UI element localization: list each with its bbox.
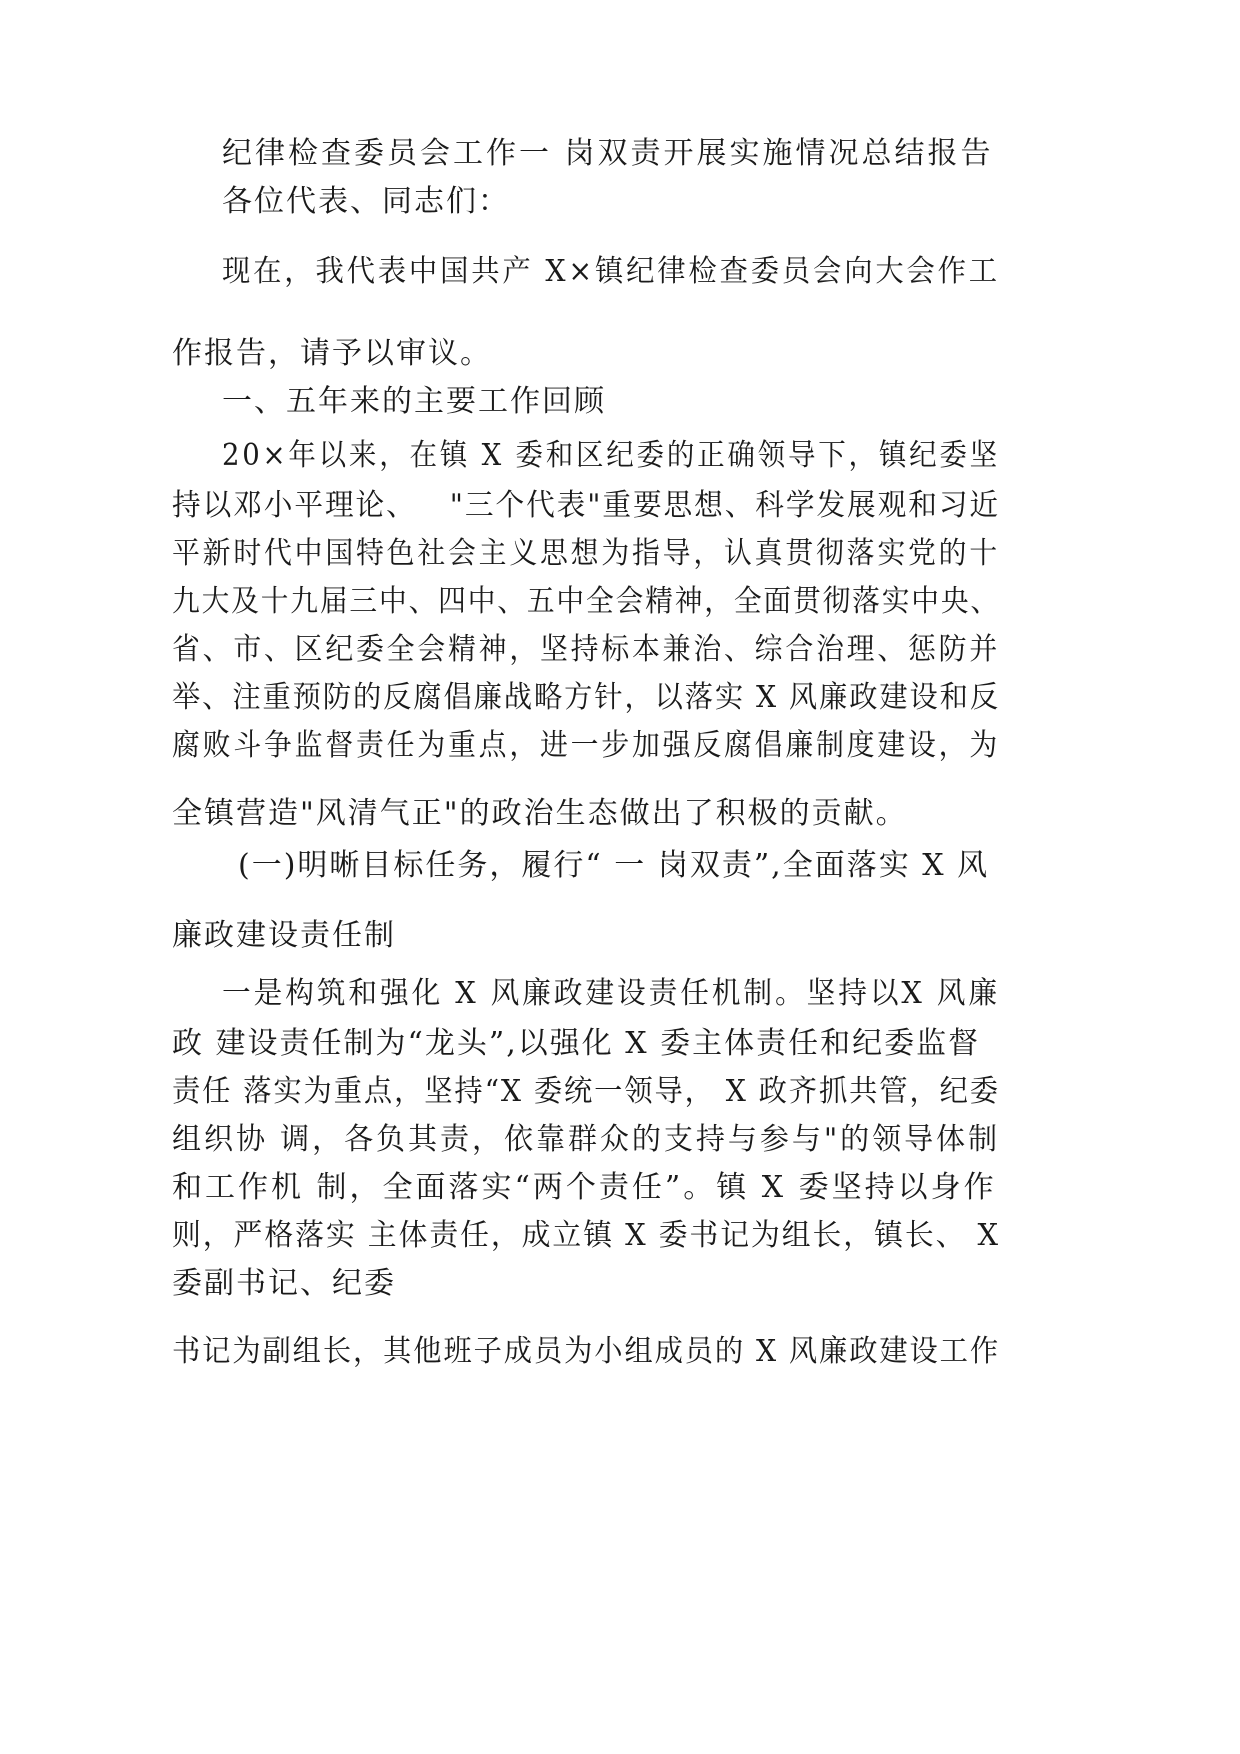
paragraph-line: 省、市、区纪委全会精神，坚持标本兼治、综合治理、惩防并 bbox=[172, 632, 1001, 667]
subsection-heading: (一)明晰目标任务，履行“ 一 岗双责”,全面落实 X 风 bbox=[238, 848, 990, 883]
paragraph-line: 持以邓小平理论、 "三个代表"重要思想、科学发展观和习近 bbox=[172, 488, 1001, 523]
paragraph-line: 则，严格落实 主体责任，成立镇 X 委书记为组长，镇长、 X bbox=[172, 1218, 1000, 1253]
paragraph-line: 全镇营造"风清气正"的政治生态做出了积极的贡献。 bbox=[172, 796, 908, 831]
paragraph-line: 委副书记、纪委 bbox=[172, 1266, 396, 1301]
section-heading: 一、五年来的主要工作回顾 bbox=[222, 384, 606, 419]
paragraph-line: 作报告，请予以审议。 bbox=[172, 336, 492, 371]
paragraph-line: 组织协 调，各负其责，依靠群众的支持与参与"的领导体制 bbox=[172, 1122, 1001, 1157]
subsection-heading-continued: 廉政建设责任制 bbox=[172, 918, 396, 953]
paragraph-line: 举、注重预防的反腐倡廉战略方针，以落实 X 风廉政建设和反 bbox=[172, 680, 1001, 715]
paragraph-line: 政 建设责任制为“龙头”,以强化 X 委主体责任和纪委监督 bbox=[172, 1026, 981, 1061]
paragraph-line: 一是构筑和强化 X 风廉政建设责任机制。坚持以X 风廉 bbox=[222, 976, 1000, 1011]
salutation: 各位代表、同志们： bbox=[222, 184, 510, 219]
paragraph-line: 书记为副组长，其他班子成员为小组成员的 X 风廉政建设工作 bbox=[172, 1334, 1001, 1369]
paragraph-line: 20×年以来，在镇 X 委和区纪委的正确领导下，镇纪委坚 bbox=[222, 438, 1000, 473]
paragraph-line: 腐败斗争监督责任为重点，进一步加强反腐倡廉制度建设，为 bbox=[172, 728, 1001, 763]
paragraph-line: 和工作机 制，全面落实“两个责任”。镇 X 委坚持以身作 bbox=[172, 1170, 997, 1205]
paragraph-line: 九大及十九届三中、四中、五中全会精神，全面贯彻落实中央、 bbox=[172, 584, 1000, 619]
paragraph-line: 现在，我代表中国共产 X×镇纪律检查委员会向大会作工 bbox=[222, 254, 1000, 289]
document-title: 纪律检查委员会工作一 岗双责开展实施情况总结报告 bbox=[222, 136, 994, 171]
paragraph-line: 责任 落实为重点，坚持“X 委统一领导， X 政齐抓共管，纪委 bbox=[172, 1074, 1000, 1109]
paragraph-line: 平新时代中国特色社会主义思想为指导，认真贯彻落实党的十 bbox=[172, 536, 1001, 571]
